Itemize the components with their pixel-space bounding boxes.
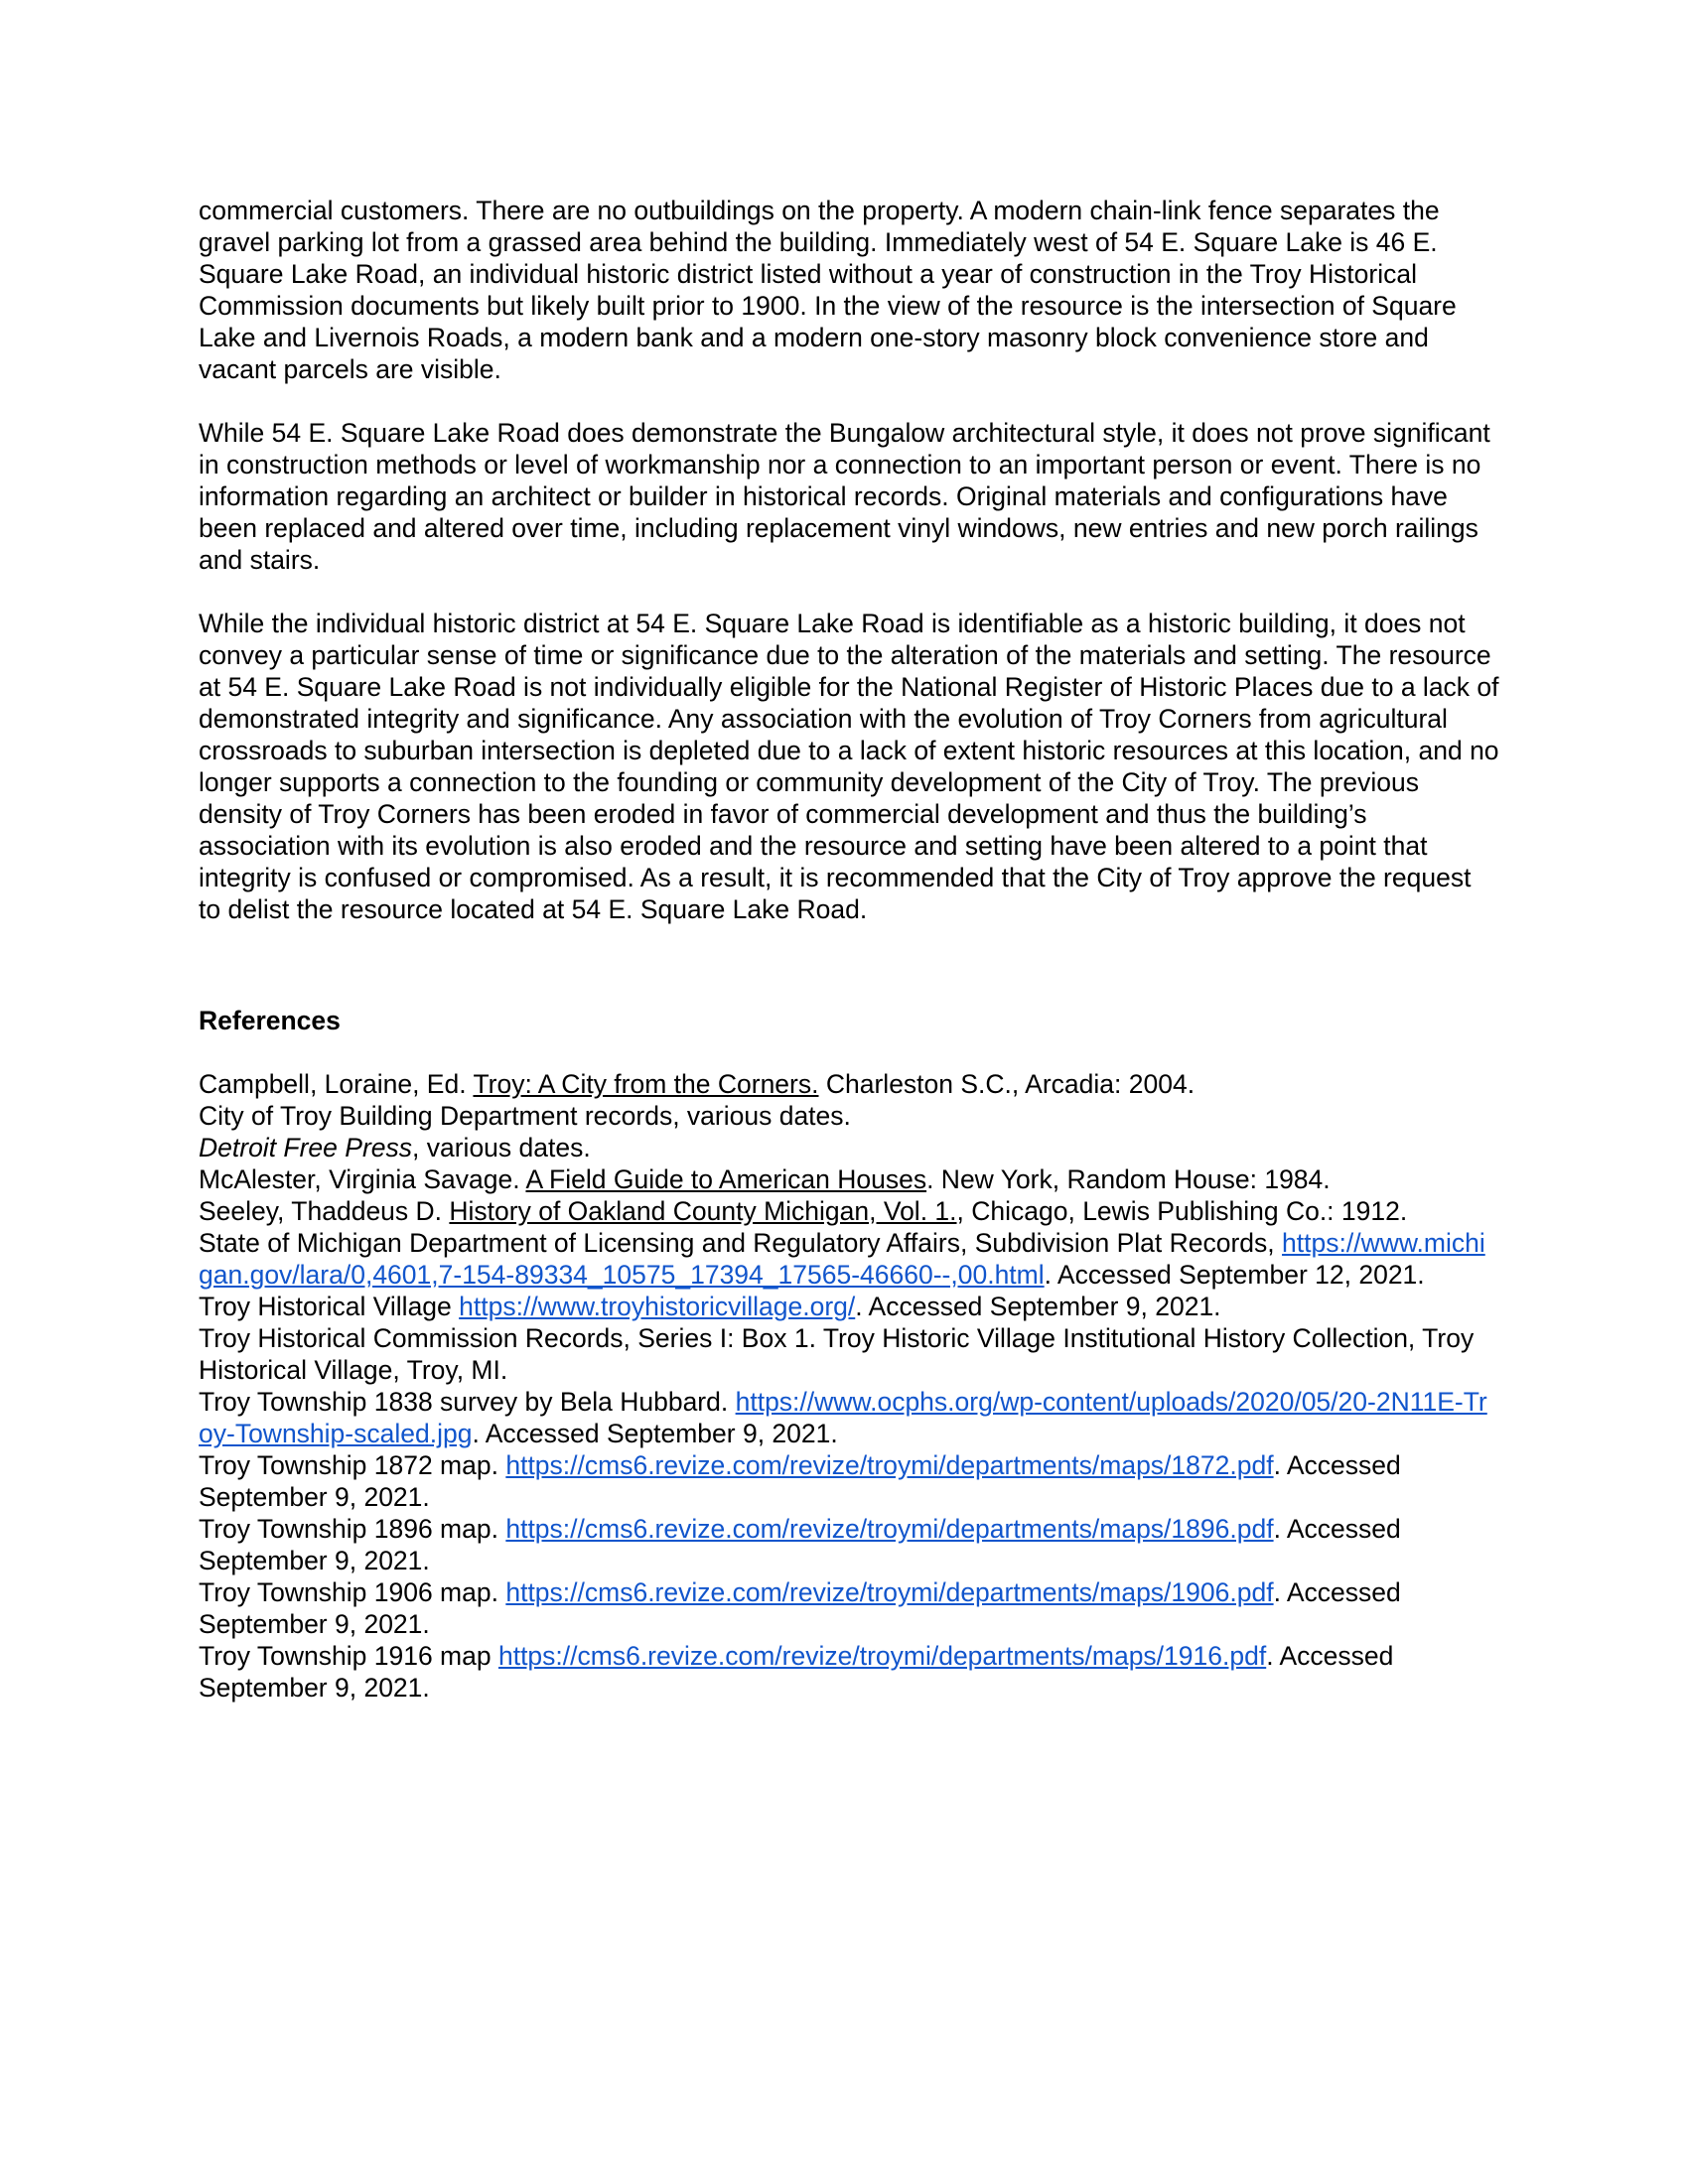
reference-link[interactable]: https://cms6.revize.com/revize/troymi/departments/maps/1906.pdf — [505, 1577, 1274, 1607]
reference-link[interactable]: https://www.michigan.gov/lara/0,4601,7-154-89334_10575_17394_17565-46660--,00.html — [199, 1228, 1485, 1290]
reference-item — [199, 1640, 1499, 1704]
reference-item — [199, 1449, 1499, 1513]
reference-text: . Accessed September 9, 2021. — [199, 1450, 1401, 1512]
reference-item: City of Troy Building Department records, various dates. — [199, 1101, 851, 1131]
reference-item — [199, 1068, 1499, 1100]
reference-text: Troy Historical Village — [199, 1292, 460, 1321]
reference-text: State of Michigan Department of Licensing and Regulatory Affairs, Subdivision Plat Records, — [199, 1228, 1283, 1258]
reference-link[interactable]: https://cms6.revize.com/revize/troymi/departments/maps/1916.pdf — [497, 1641, 1267, 1671]
reference-text: . Accessed September 9, 2021. — [855, 1292, 1221, 1321]
reference-title: History of Oakland County Michigan, Vol. 1. — [449, 1196, 957, 1226]
references-list — [199, 1068, 1499, 1704]
body-paragraph: While the individual historic district at 54 E. Square Lake Road is identifiable as a historic building, it does not convey a particular sense of time or significance due to the alteration of the materials and setting. The resource at 54 E. Square Lake Road is not individually eligible for the National Register of Historic Places due to a lack of demonstrated integrity and significance. Any association with the evolution of Troy Corners from agricultural crossroads to suburban intersection is depleted due to a lack of extent historic resources at this location, and no longer supports a connection to the founding or community development of the City of Troy. The previous density of Troy Corners has been eroded in favor of commercial development and thus the building’s association with its evolution is also eroded and the resource and setting have been altered to a point that integrity is confused or compromised. As a result, it is recommended that the City of Troy approve the request to delist the resource located at 54 E. Square Lake Road. — [199, 609, 1499, 924]
reference-text: Troy Township 1896 map. — [199, 1514, 506, 1544]
body-paragraph: While 54 E. Square Lake Road does demonstrate the Bungalow architectural style, it does not prove significant in construction methods or level of workmanship nor a connection to an important person or event. There is no information regarding an architect or builder in historical records. Original materials and configurations have been replaced and altered over time, including replacement vinyl windows, new entries and new porch railings and stairs. — [199, 418, 1490, 575]
reference-link[interactable]: https://cms6.revize.com/revize/troymi/departments/maps/1872.pdf — [505, 1450, 1274, 1480]
reference-link[interactable]: https://www.ocphs.org/wp-content/uploads/2020/05/20-2N11E-Troy-Township-scaled.jpg — [199, 1387, 1487, 1448]
reference-text: Seeley, Thaddeus D. — [199, 1196, 450, 1226]
reference-title: Troy: A City from the Corners. — [473, 1069, 819, 1099]
reference-text: Charleston S.C., Arcadia: 2004. — [818, 1069, 1196, 1099]
reference-text: Campbell, Loraine, Ed. — [199, 1069, 474, 1099]
reference-item — [199, 1291, 1499, 1322]
reference-title: Detroit Free Press — [199, 1133, 413, 1162]
reference-text: . Accessed September 9, 2021. — [199, 1514, 1401, 1575]
body-paragraph: commercial customers. There are no outbuildings on the property. A modern chain-link fence separates the gravel parking lot from a grassed area behind the building. Immediately west of 54 E. Square Lake is 46 E. Square Lake Road, an individual historic district listed without a year of construction in the Troy Historical Commission documents but likely built prior to 1900. In the view of the resource is the intersection of Square Lake and Livernois Roads, a modern bank and a modern one-story masonry block convenience store and vacant parcels are visible. — [199, 196, 1457, 384]
reference-text: Troy Township 1838 survey by Bela Hubbard. — [199, 1387, 736, 1417]
reference-text: . Accessed September 12, 2021. — [1044, 1260, 1425, 1290]
reference-text: Troy Township 1872 map. — [199, 1450, 506, 1480]
reference-link[interactable]: https://www.troyhistoricvillage.org/ — [459, 1292, 856, 1321]
reference-text: . Accessed September 9, 2021. — [199, 1577, 1401, 1639]
document-page — [199, 195, 1499, 1704]
reference-title: A Field Guide to American Houses — [525, 1164, 927, 1194]
reference-text: Troy Township 1906 map. — [199, 1577, 506, 1607]
reference-link[interactable]: https://cms6.revize.com/revize/troymi/departments/maps/1896.pdf — [505, 1514, 1274, 1544]
reference-text: . Accessed September 9, 2021. — [472, 1419, 838, 1448]
reference-item — [199, 1132, 1499, 1163]
reference-item — [199, 1386, 1499, 1449]
reference-text: Troy Township 1916 map — [199, 1641, 498, 1671]
reference-text: . Accessed September 9, 2021. — [199, 1641, 1394, 1703]
reference-item — [199, 1513, 1499, 1576]
reference-text: McAlester, Virginia Savage. — [199, 1164, 526, 1194]
reference-item — [199, 1163, 1499, 1195]
reference-item — [199, 1227, 1499, 1291]
reference-item: Troy Historical Commission Records, Series I: Box 1. Troy Historic Village Institutional History Collection, Troy Historical Village, Troy, MI. — [199, 1323, 1475, 1385]
reference-item — [199, 1195, 1499, 1227]
reference-text: , various dates. — [412, 1133, 591, 1162]
references-heading: References — [199, 1006, 341, 1035]
reference-item — [199, 1576, 1499, 1640]
reference-text: , Chicago, Lewis Publishing Co.: 1912. — [956, 1196, 1408, 1226]
reference-text: . New York, Random House: 1984. — [926, 1164, 1331, 1194]
